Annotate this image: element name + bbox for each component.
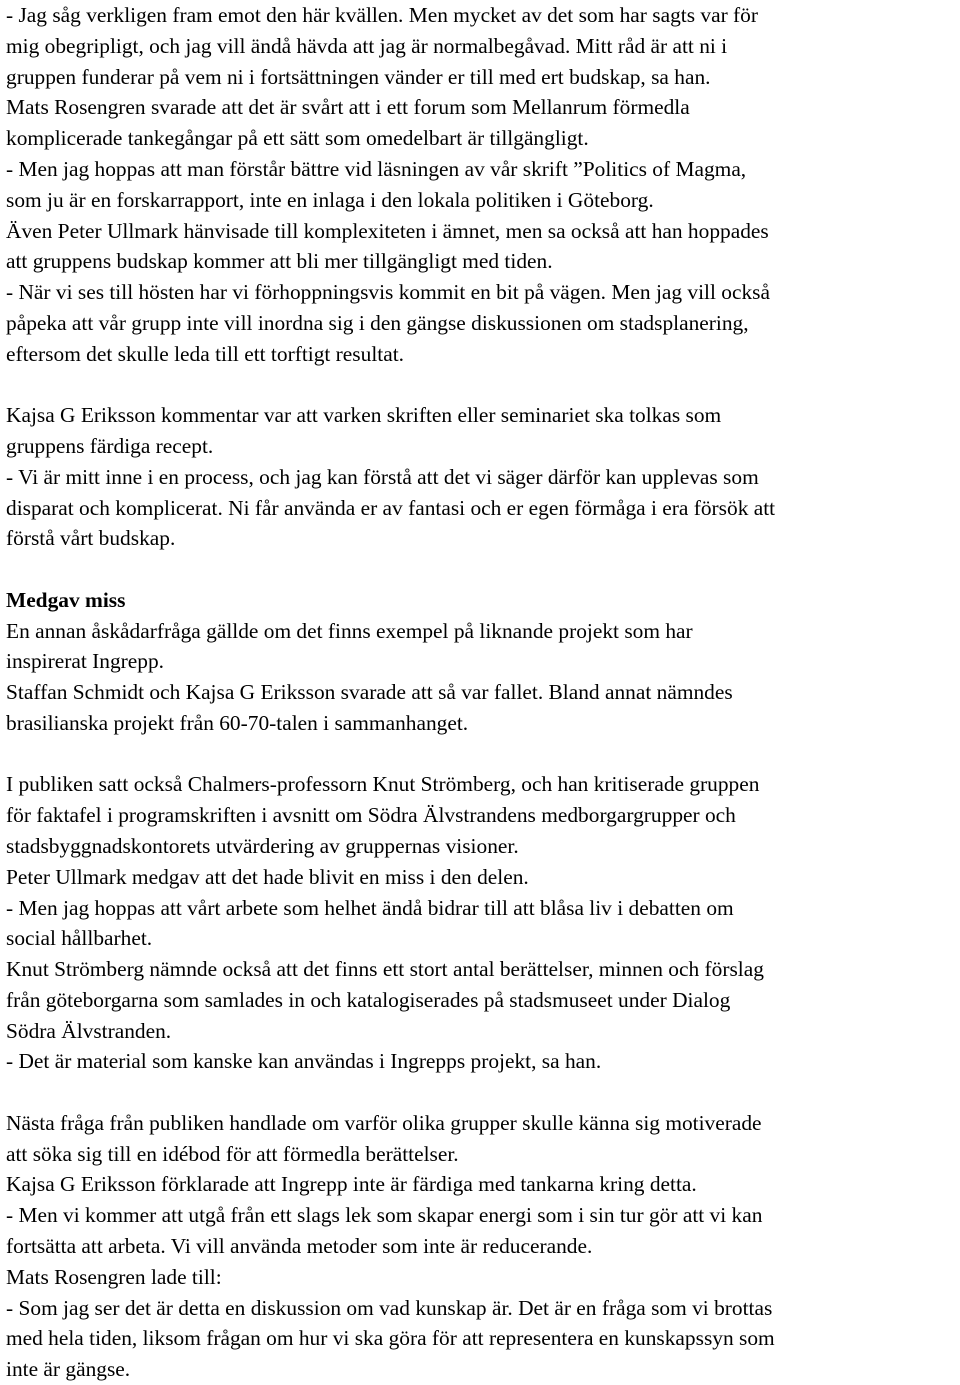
paragraph-2 — [6, 400, 956, 554]
text-line: I publiken satt också Chalmers-professorn Knut Strömberg, och han kritiserade gruppen — [6, 772, 760, 797]
text-line: Mats Rosengren lade till: — [6, 1264, 222, 1289]
text-line: från göteborgarna som samlades in och katalogiserades på stadsmuseet under Dialog — [6, 987, 731, 1012]
paragraph-gap — [6, 554, 956, 585]
text-line: - Det är material som kanske kan användas i Ingrepps projekt, sa han. — [6, 1049, 602, 1074]
text-line: fortsätta att arbeta. Vi vill använda metoder som inte är reducerande. — [6, 1234, 593, 1259]
text-line: stadsbyggnadskontorets utvärdering av gruppernas visioner. — [6, 833, 519, 858]
text-line: brasilianska projekt från 60-70-talen i sammanhanget. — [6, 710, 469, 735]
paragraph-4 — [6, 769, 956, 1077]
text-line: Södra Älvstranden. — [6, 1018, 172, 1043]
text-line: gruppens färdiga recept. — [6, 433, 214, 458]
text-line: Mats Rosengren svarade att det är svårt att i ett forum som Mellanrum förmedla — [6, 95, 690, 120]
text-line: komplicerade tankegångar på ett sätt som omedelbart är tillgängligt. — [6, 126, 589, 151]
text-line: inte är gängse. — [6, 1357, 131, 1382]
text-line: disparat och komplicerat. Ni får använda er av fantasi och er egen förmåga i era försök att — [6, 495, 776, 520]
text-line: mig obegripligt, och jag vill ändå hävda att jag är normalbegåvad. Mitt råd är att ni i — [6, 33, 728, 58]
paragraph-5 — [6, 1108, 956, 1385]
paragraph-gap — [6, 1077, 956, 1108]
paragraph-gap — [6, 370, 956, 401]
text-line: gruppen funderar på vem ni i fortsättningen vänder er till med ert budskap, sa han. — [6, 64, 711, 89]
text-line: Staffan Schmidt och Kajsa G Eriksson svarade att så var fallet. Bland annat nämndes — [6, 680, 733, 705]
text-line: Knut Strömberg nämnde också att det finns ett stort antal berättelser, minnen och förslag — [6, 957, 764, 982]
text-line: att söka sig till en idébod för att förmedla berättelser. — [6, 1141, 459, 1166]
text-line: som ju är en forskarrapport, inte en inlaga i den lokala politiken i Göteborg. — [6, 187, 654, 212]
text-line: Peter Ullmark medgav att det hade blivit en miss i den delen. — [6, 864, 529, 889]
text-line: - Men vi kommer att utgå från ett slags lek som skapar energi som i sin tur gör att vi kan — [6, 1203, 763, 1228]
text-line: för faktafel i programskriften i avsnitt om Södra Älvstrandens medborgargrupper och — [6, 803, 736, 828]
text-line: Kajsa G Eriksson förklarade att Ingrepp inte är färdiga med tankarna kring detta. — [6, 1172, 697, 1197]
text-line: - Men jag hoppas att vårt arbete som helhet ändå bidrar till att blåsa liv i debatten om — [6, 895, 734, 920]
text-line: Kajsa G Eriksson kommentar var att varken skriften eller seminariet ska tolkas som — [6, 403, 722, 428]
section-heading: Medgav miss — [6, 587, 126, 612]
text-line: Nästa fråga från publiken handlade om varför olika grupper skulle känna sig motiverade — [6, 1110, 762, 1135]
paragraph-3 — [6, 585, 956, 739]
text-line: - Vi är mitt inne i en process, och jag kan förstå att det vi säger därför kan upplevas som — [6, 464, 759, 489]
text-line: - När vi ses till hösten har vi förhoppningsvis kommit en bit på vägen. Men jag vill också — [6, 280, 770, 305]
paragraph-1 — [6, 0, 956, 370]
text-line: med hela tiden, liksom frågan om hur vi ska göra för att representera en kunskapssyn som — [6, 1326, 775, 1351]
text-line: social hållbarhet. — [6, 926, 153, 951]
text-line: att gruppens budskap kommer att bli mer tillgängligt med tiden. — [6, 249, 553, 274]
text-line: - Som jag ser det är detta en diskussion om vad kunskap är. Det är en fråga som vi brottas — [6, 1295, 773, 1320]
text-line: eftersom det skulle leda till ett torftigt resultat. — [6, 341, 404, 366]
text-line: påpeka att vår grupp inte vill inordna sig i den gängse diskussionen om stadsplanering, — [6, 310, 749, 335]
document-page — [6, 0, 956, 1385]
text-line: En annan åskådarfråga gällde om det finns exempel på liknande projekt som har — [6, 618, 693, 643]
text-line: - Men jag hoppas att man förstår bättre vid läsningen av vår skrift ”Politics of Magma, — [6, 156, 747, 181]
text-line: Även Peter Ullmark hänvisade till komplexiteten i ämnet, men sa också att han hoppades — [6, 218, 769, 243]
paragraph-gap — [6, 739, 956, 770]
text-line: förstå vårt budskap. — [6, 526, 176, 551]
text-line: - Jag såg verkligen fram emot den här kvällen. Men mycket av det som har sagts var för — [6, 3, 758, 27]
text-line: inspirerat Ingrepp. — [6, 649, 164, 674]
